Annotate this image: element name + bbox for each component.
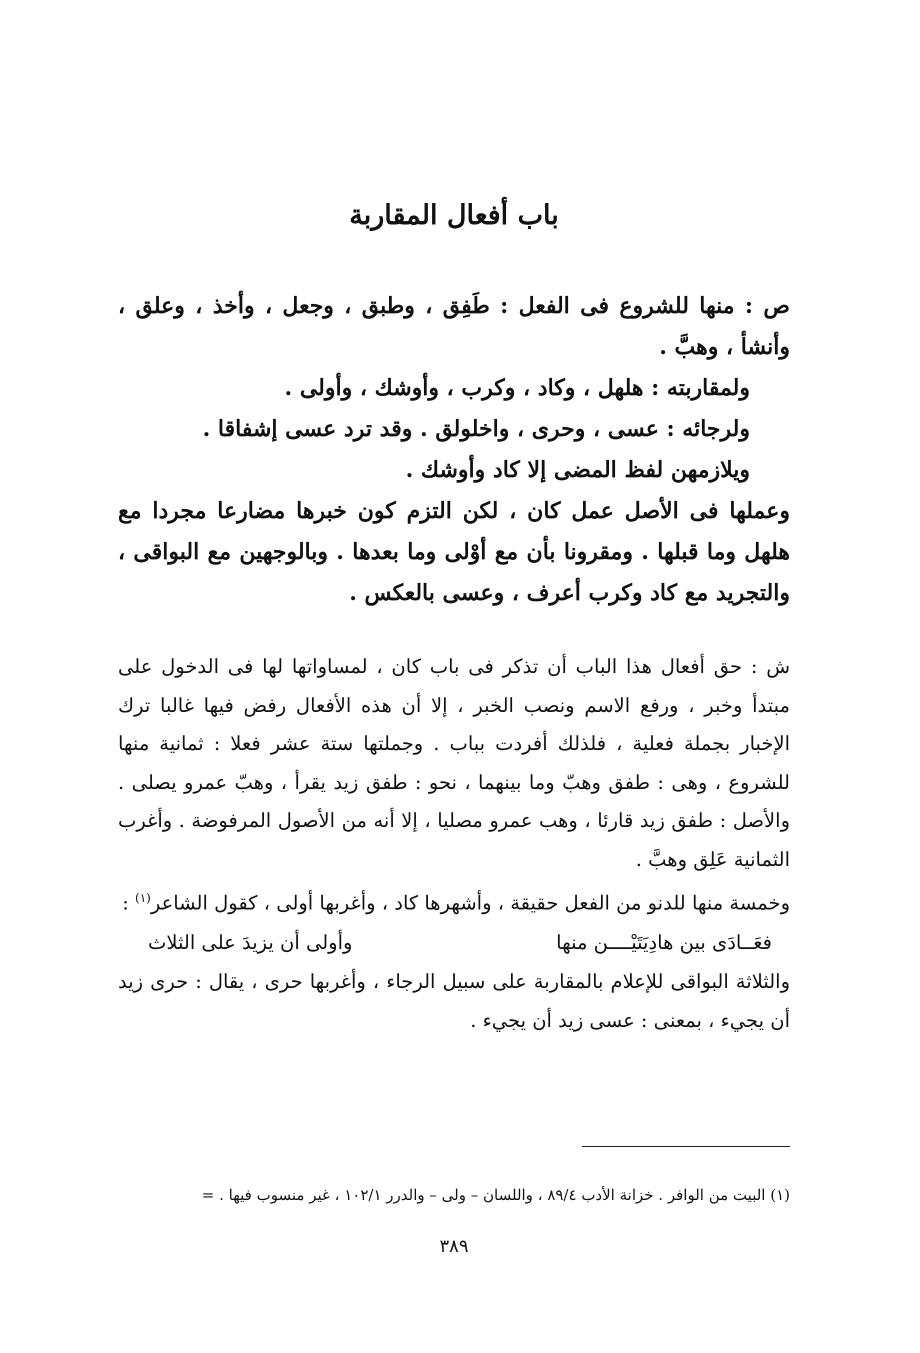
- poetry-verse: [118, 923, 790, 963]
- chapter-title-text: باب أفعال المقاربة: [349, 200, 559, 231]
- chapter-title: [118, 196, 790, 236]
- verse-second-hemistich: وأولى أن يزيدَ على الثلاث: [148, 931, 353, 954]
- matn-paragraph: ويلازمهن لفظ المضى إلا كاد وأوشك .: [405, 457, 750, 483]
- commentary-text: [118, 648, 790, 1040]
- verse-first-hemistich: فعَــادَى بين هادِيَتَيْــــن منها: [556, 931, 772, 954]
- commentary-paragraph: [118, 879, 790, 923]
- matn-paragraph: ولمقاربته : هلهل ، وكاد ، وكرب ، وأوشك ، وأولى .: [284, 375, 750, 401]
- book-page: [118, 0, 790, 1353]
- page-number: ٣٨٩: [439, 1236, 469, 1257]
- footnote-divider: [582, 1146, 790, 1147]
- commentary-text-run: :: [122, 891, 135, 915]
- main-text: [118, 286, 790, 614]
- footnote: (١) البيت من الوافر . خزانة الأدب ٨٩/٤ ، واللسان – ولى – والدرر ١٠٢/١ ، غير منسوب فيها . =: [201, 1186, 790, 1204]
- commentary-text-run: وخمسة منها للدنو من الفعل حقيقة ، وأشهرها كاد ، وأغربها أولى ، كقول الشاعر: [150, 891, 790, 915]
- footnote-reference: (١): [135, 891, 151, 905]
- commentary-paragraph: ش : حق أفعال هذا الباب أن تذكر فى باب كان ، لمساواتها لها فى الدخول على مبتدأ وخبر ، ورفع الاسم ونصب الخبر ، إلا أن هذه الأفعال رفض فيها غالبا ترك الإخبار بجملة فعلية ، فلذلك أفردت بباب . وجملتها ستة عشر فعلا : ثمانية منها للشروع ، وهى : طفق وهبّ وما بينهما ، نحو : طفق زيد يقرأ ، وهبّ عمرو يصلى . والأصل : طفق زيد قارئا ، وهب عمرو مصليا ، إلا أنه من الأصول المرفوضة . وأغرب الثمانية عَلِق وهبَّ .: [118, 655, 790, 871]
- matn-paragraph: ولرجائه : عسى ، وحرى ، واخلولق . وقد ترد عسى إشفاقا .: [202, 416, 750, 442]
- matn-paragraph: ص : منها للشروع فى الفعل : طَفِق ، وطبق ، وجعل ، وأخذ ، وعلق ، وأنشأ ، وهبَّ .: [118, 293, 790, 360]
- commentary-paragraph: والثلاثة البواقى للإعلام بالمقاربة على سبيل الرجاء ، وأغربها حرى ، يقال : حرى زيد أن يجيء ، بمعنى : عسى زيد أن يجيء .: [118, 970, 790, 1032]
- matn-paragraph: وعملها فى الأصل عمل كان ، لكن التزم كون خبرها مضارعا مجردا مع هلهل وما قبلها . ومقرونا بأن مع أوْلى وما بعدها . وبالوجهين مع البواقى ، والتجريد مع كاد وكرب أعرف ، وعسى بالعكس .: [118, 498, 790, 606]
